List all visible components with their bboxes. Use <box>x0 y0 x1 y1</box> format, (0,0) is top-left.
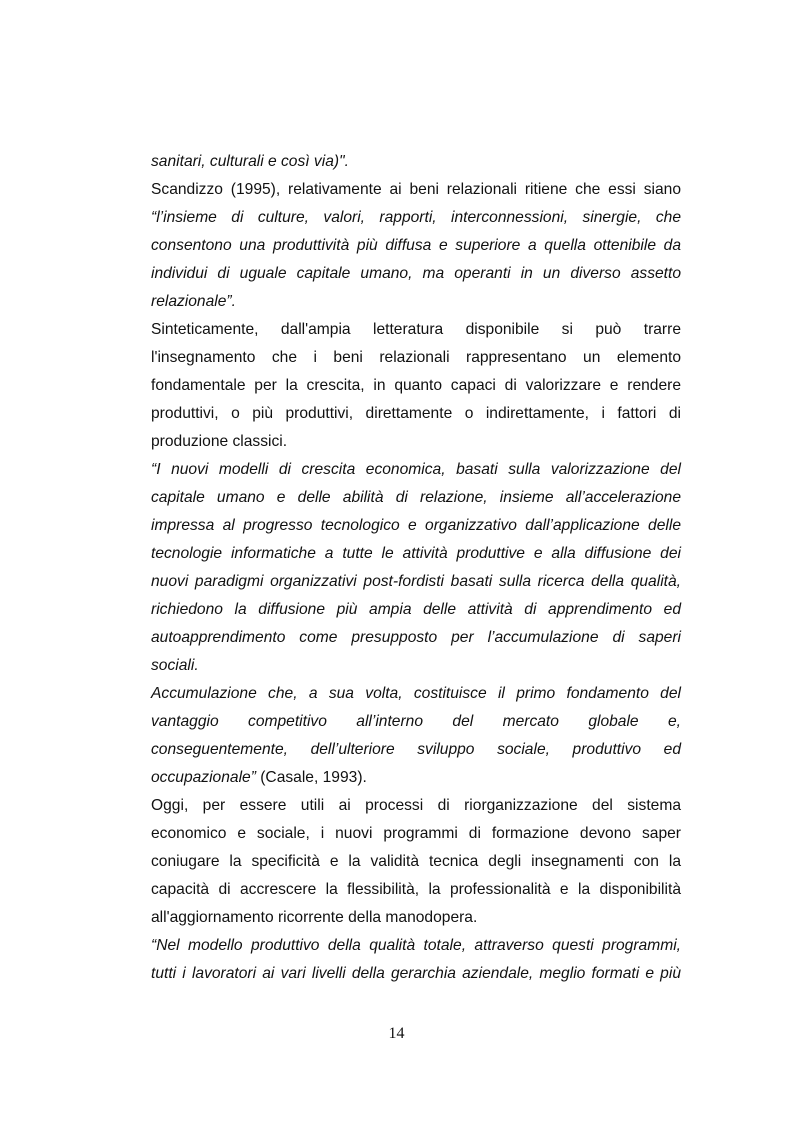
text-segment: occupazionale” <box>151 769 256 786</box>
text-segment: produzione classici. <box>151 433 288 450</box>
text-segment: “I nuovi modelli di crescita economica, basati sulla valorizzazione del <box>151 461 681 478</box>
text-line <box>151 792 681 820</box>
text-segment: capacità di accrescere la flessibilità, la professionalità e la disponibilità <box>151 881 681 898</box>
text-line <box>151 596 681 624</box>
text-segment: sanitari, culturali e così via)". <box>151 153 349 170</box>
text-segment: coniugare la specificità e la validità tecnica degli insegnamenti con la <box>151 853 681 870</box>
text-line <box>151 400 681 428</box>
text-segment: “l’insieme di culture, valori, rapporti, interconnessioni, sinergie, che <box>151 209 681 226</box>
text-segment: tutti i lavoratori ai vari livelli della gerarchia aziendale, meglio formati e più <box>151 965 681 982</box>
text-segment: tecnologie informatiche a tutte le attività produttive e alla diffusione dei <box>151 545 681 562</box>
text-line <box>151 512 681 540</box>
text-segment: all'aggiornamento ricorrente della manodopera. <box>151 909 478 926</box>
text-line <box>151 764 681 792</box>
text-segment: fondamentale per la crescita, in quanto capaci di valorizzare e rendere <box>151 377 681 394</box>
page-number: 14 <box>388 1025 405 1042</box>
text-segment: (Casale, 1993). <box>255 769 367 786</box>
text-segment: Scandizzo (1995), relativamente ai beni relazionali ritiene che essi siano <box>151 181 681 198</box>
text-line <box>151 540 681 568</box>
text-segment: economico e sociale, i nuovi programmi di formazione devono saper <box>151 825 681 842</box>
text-line <box>151 288 681 316</box>
text-segment: Oggi, per essere utili ai processi di riorganizzazione del sistema <box>151 797 681 814</box>
text-line <box>151 456 681 484</box>
text-segment: produttivi, o più produttivi, direttamente o indirettamente, i fattori di <box>151 405 681 422</box>
text-line <box>151 316 681 344</box>
text-segment: l'insegnamento che i beni relazionali rappresentano un elemento <box>151 349 681 366</box>
text-line <box>151 176 681 204</box>
text-line <box>151 680 681 708</box>
text-line <box>151 876 681 904</box>
text-line <box>151 428 681 456</box>
text-segment: impressa al progresso tecnologico e organizzativo dall’applicazione delle <box>151 517 681 534</box>
text-segment: capitale umano e delle abilità di relazione, insieme all’accelerazione <box>151 489 681 506</box>
text-segment: autoapprendimento come presupposto per l’accumulazione di saperi <box>151 629 681 646</box>
text-line <box>151 260 681 288</box>
text-line <box>151 344 681 372</box>
text-line <box>151 932 681 960</box>
text-line <box>151 960 681 988</box>
text-segment: richiedono la diffusione più ampia delle attività di apprendimento ed <box>151 601 681 618</box>
text-line <box>151 232 681 260</box>
text-line <box>151 708 681 736</box>
text-line <box>151 848 681 876</box>
text-line <box>151 652 681 680</box>
text-line <box>151 624 681 652</box>
text-line <box>151 820 681 848</box>
text-segment: conseguentemente, dell’ulteriore sviluppo sociale, produttivo ed <box>151 741 681 758</box>
text-segment: relazionale”. <box>151 293 236 310</box>
text-line <box>151 148 681 176</box>
text-segment: vantaggio competitivo all’interno del mercato globale e, <box>151 713 681 730</box>
text-segment: nuovi paradigmi organizzativi post-fordisti basati sulla ricerca della qualità, <box>151 573 681 590</box>
text-segment: sociali. <box>151 657 199 674</box>
text-line <box>151 372 681 400</box>
text-segment: “Nel modello produttivo della qualità totale, attraverso questi programmi, <box>151 937 681 954</box>
text-line <box>151 904 681 932</box>
text-line <box>151 484 681 512</box>
text-line <box>151 568 681 596</box>
text-segment: individui di uguale capitale umano, ma operanti in un diverso assetto <box>151 265 681 282</box>
text-segment: consentono una produttività più diffusa e superiore a quella ottenibile da <box>151 237 681 254</box>
text-segment: Sinteticamente, dall'ampia letteratura disponibile si può trarre <box>151 321 681 338</box>
text-segment: Accumulazione che, a sua volta, costituisce il primo fondamento del <box>151 685 681 702</box>
text-line <box>151 736 681 764</box>
text-line <box>151 204 681 232</box>
